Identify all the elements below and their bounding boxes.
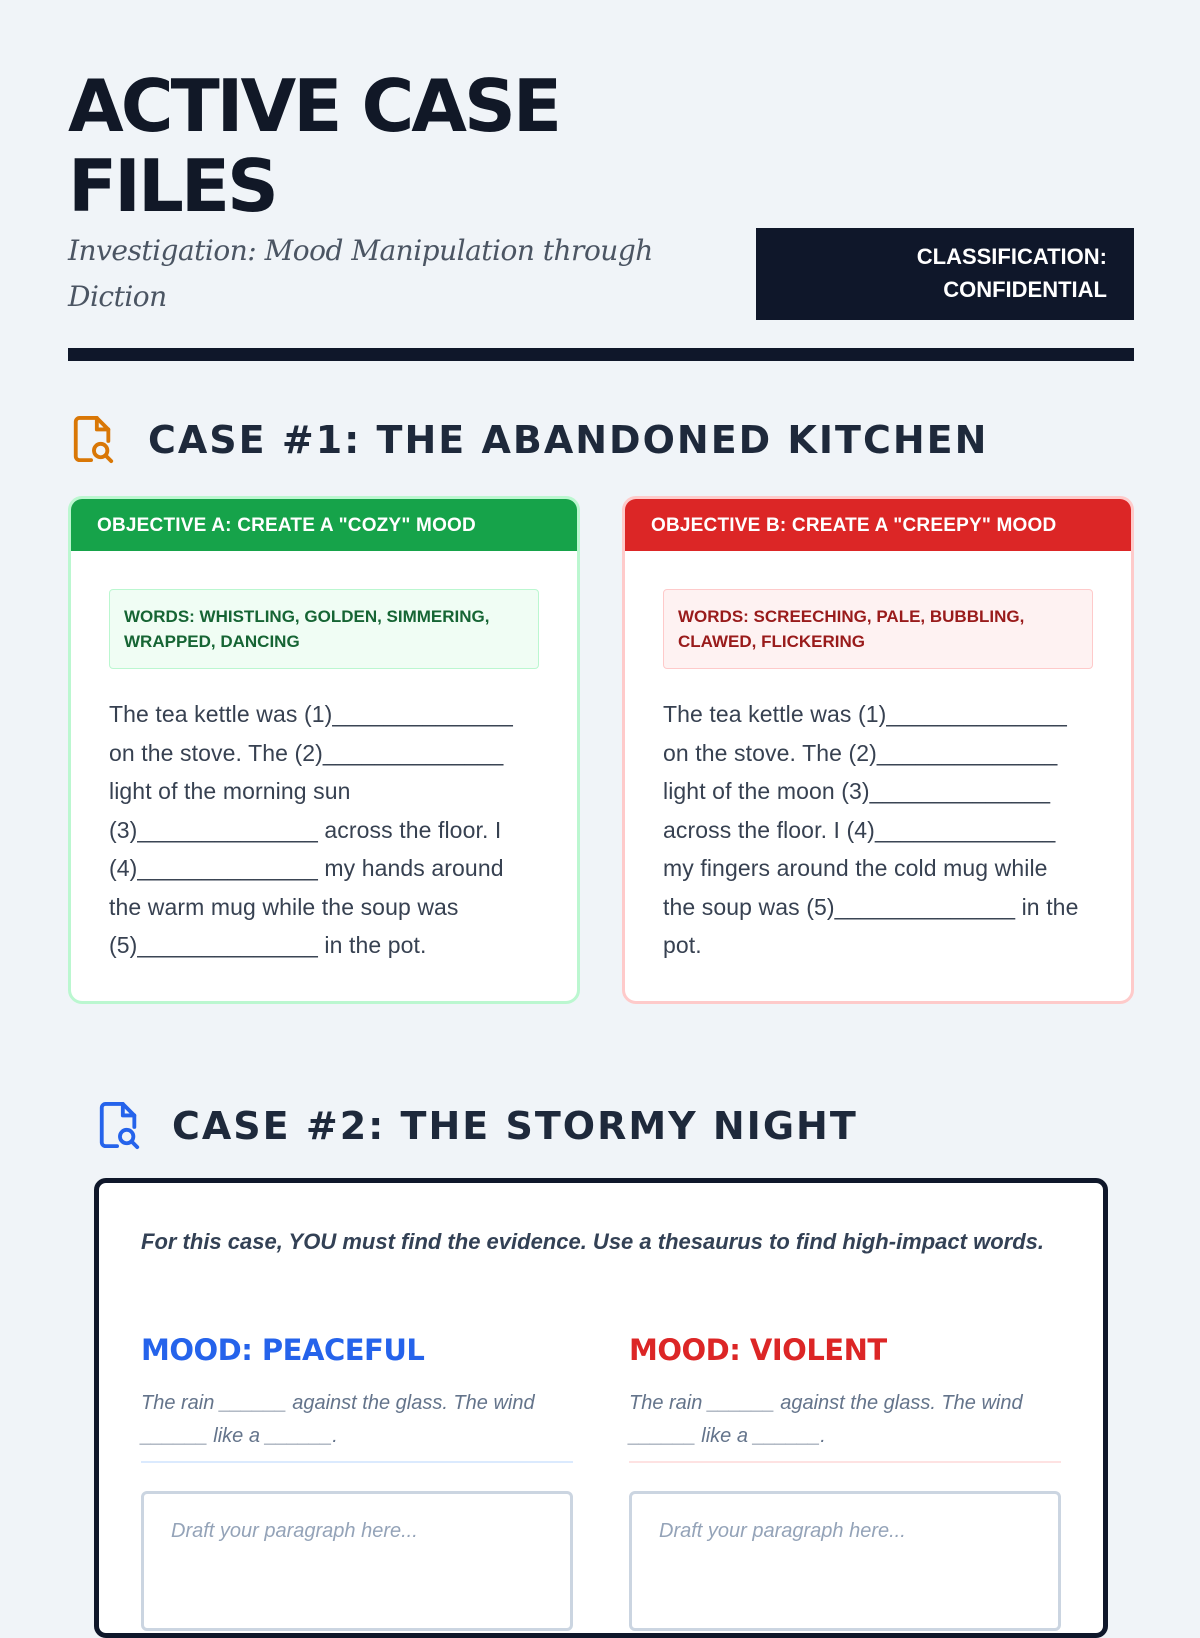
peaceful-draft-input[interactable] (141, 1491, 573, 1631)
header-divider (68, 348, 1134, 361)
classification-label: CLASSIFICATION: (916, 244, 1107, 269)
mood-violent-title: MOOD: VIOLENT (629, 1333, 887, 1367)
violent-draft-input[interactable] (629, 1491, 1061, 1631)
file-search-icon (70, 414, 116, 466)
objective-b-header: OBJECTIVE B: CREATE A "CREEPY" MOOD (625, 499, 1131, 551)
case2-title: CASE #2: THE STORMY NIGHT (172, 1104, 858, 1148)
page-subtitle: Investigation: Mood Manipulation through Diction (68, 234, 653, 313)
mood-peaceful-column (141, 1333, 573, 1636)
page-title-line1: ACTIVE CASE (68, 64, 560, 148)
case1-heading (70, 414, 988, 466)
page-title (68, 66, 559, 226)
objective-b-card (622, 496, 1134, 1004)
objective-a-header: OBJECTIVE A: CREATE A "COZY" MOOD (71, 499, 577, 551)
mood-peaceful-prompt: The rain ______ against the glass. The wind ______ like a ______. (141, 1387, 573, 1463)
page-title-line2: FILES (68, 144, 276, 228)
objective-a-card (68, 496, 580, 1004)
classification-badge (756, 228, 1134, 320)
mood-violent-column (629, 1333, 1061, 1636)
objective-a-passage: The tea kettle was (1)______________ on the stove. The (2)______________ light of the morning sun (3)______________ across the floor. I (4)______________ my hands around the warm mug while the soup was (5)______________ in the pot. (109, 701, 513, 958)
case2-panel (94, 1178, 1108, 1638)
classification-value: CONFIDENTIAL (943, 277, 1107, 302)
case2-heading (96, 1100, 858, 1152)
objective-b-word-bank: WORDS: SCREECHING, PALE, BUBBLING, CLAWED, FLICKERING (663, 589, 1093, 669)
mood-violent-prompt: The rain ______ against the glass. The wind ______ like a ______. (629, 1387, 1061, 1463)
objective-a-word-bank: WORDS: WHISTLING, GOLDEN, SIMMERING, WRAPPED, DANCING (109, 589, 539, 669)
case1-title: CASE #1: THE ABANDONED KITCHEN (148, 418, 989, 462)
mood-peaceful-title: MOOD: PEACEFUL (141, 1333, 425, 1367)
file-search-icon (96, 1100, 142, 1152)
case2-instruction: For this case, YOU must find the evidence. Use a thesaurus to find high-impact words. (141, 1229, 1044, 1254)
objective-b-passage: The tea kettle was (1)______________ on the stove. The (2)______________ light of the moon (3)______________ across the floor. I (4)______________ my fingers around the cold mug while the soup was (5)______________ in the pot. (663, 701, 1079, 958)
